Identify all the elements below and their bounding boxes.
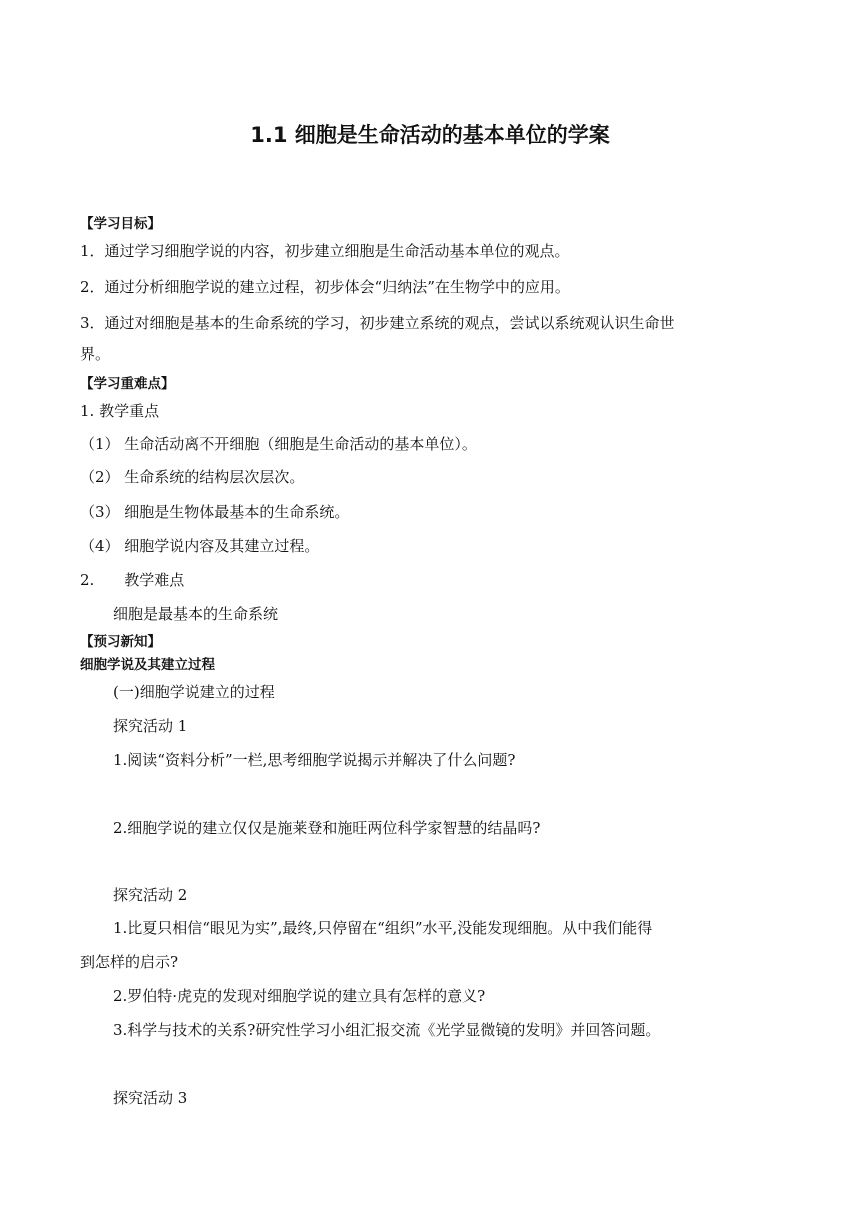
difficulty-item-1: 细胞是最基本的生命系统: [113, 605, 279, 623]
focus-item-1: （1） 生命活动离不开细胞（细胞是生命活动的基本单位）。: [80, 435, 477, 453]
preview-subheading: 细胞学说及其建立过程: [80, 657, 215, 673]
activity-2-question-1-line-2: 到怎样的启示?: [80, 953, 179, 971]
objective-item-3-line-2: 界。: [80, 345, 111, 363]
focus-title: 1. 教学重点: [80, 402, 160, 420]
objective-item-1: 1．通过学习细胞学说的内容，初步建立细胞是生命活动基本单位的观点。: [80, 242, 570, 260]
objective-item-2: 2．通过分析细胞学说的建立过程，初步体会“归纳法”在生物学中的应用。: [80, 278, 570, 296]
key-points-heading: 【学习重难点】: [80, 376, 175, 392]
section-1-title: (一)细胞学说建立的过程: [113, 683, 275, 701]
difficulty-title: 2. 教学难点: [80, 571, 185, 589]
focus-item-4: （4） 细胞学说内容及其建立过程。: [80, 537, 320, 555]
activity-1-question-1: 1.阅读“资料分析”一栏,思考细胞学说揭示并解决了什么问题?: [113, 751, 516, 769]
preview-heading: 【预习新知】: [80, 634, 161, 650]
activity-2-label: 探究活动 2: [113, 886, 188, 904]
page-title: 1.1 细胞是生命活动的基本单位的学案: [250, 123, 610, 147]
activity-2-question-1-line-1: 1.比夏只相信“眼见为实”,最终,只停留在“组织”水平,没能发现细胞。从中我们能得: [113, 919, 653, 937]
activity-1-question-2: 2.细胞学说的建立仅仅是施莱登和施旺两位科学家智慧的结晶吗?: [113, 819, 541, 837]
focus-item-2: （2） 生命系统的结构层次层次。: [80, 468, 305, 486]
objective-item-3-line-1: 3．通过对细胞是基本的生命系统的学习，初步建立系统的观点，尝试以系统观认识生命世: [80, 314, 675, 332]
activity-2-question-2: 2.罗伯特·虎克的发现对细胞学说的建立具有怎样的意义?: [113, 987, 486, 1005]
focus-item-3: （3） 细胞是生物体最基本的生命系统。: [80, 503, 350, 521]
activity-2-question-3: 3.科学与技术的关系?研究性学习小组汇报交流《光学显微镜的发明》并回答问题。: [113, 1021, 661, 1039]
activity-1-label: 探究活动 1: [113, 717, 188, 735]
objectives-heading: 【学习目标】: [80, 216, 161, 232]
activity-3-label: 探究活动 3: [113, 1089, 188, 1107]
